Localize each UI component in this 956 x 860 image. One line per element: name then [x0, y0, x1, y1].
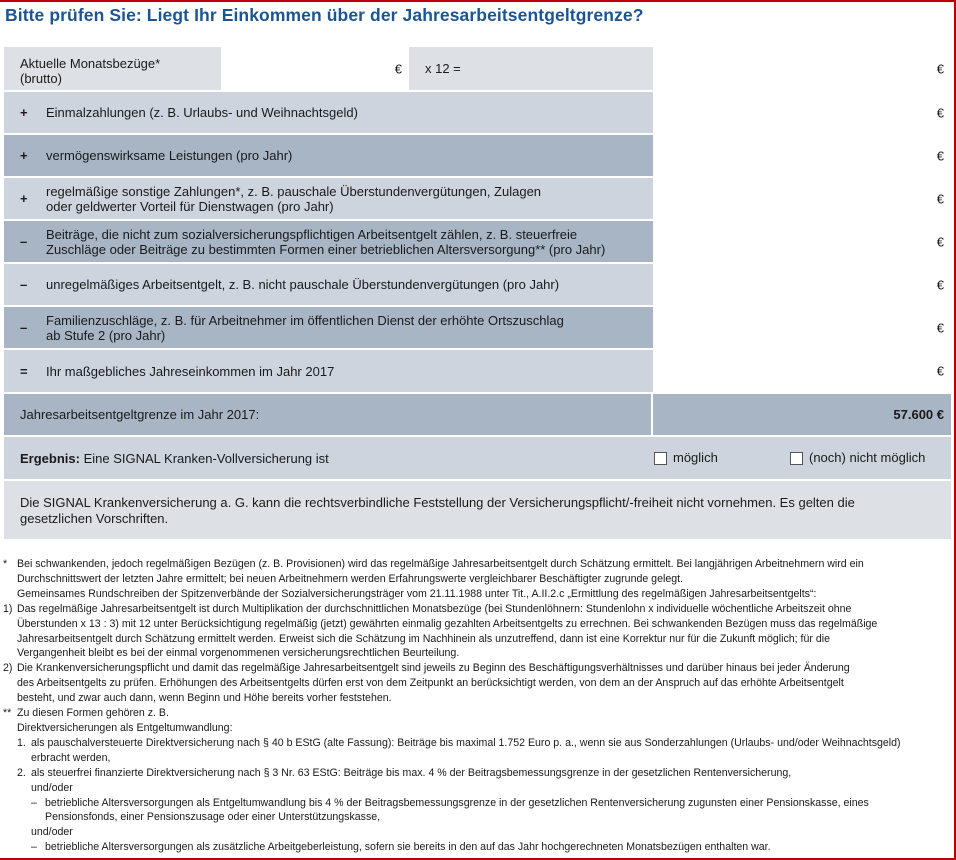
result-label — [20, 451, 654, 466]
capital-forming-benefits-input[interactable] — [653, 135, 951, 176]
limit-value — [653, 394, 951, 435]
row-text: Einmalzahlungen (z. B. Urlaubs- und Weihnachtsgeld) — [46, 105, 358, 120]
monthly-income-currency: € — [394, 61, 402, 76]
row-text: unregelmäßiges Arbeitsentgelt, z. B. nicht pauschale Überstundenvergütungen (pro Jahr) — [46, 277, 560, 292]
result-label-bold: Ergebnis: — [20, 450, 80, 466]
monthly-income-label-line1: Aktuelle Monatsbezüge* — [20, 56, 161, 71]
footnote-star-line2: Durchschnittswert der letzten Jahre ermittelt; bei neuen Arbeitnehmern werden Erfahrungswerte vergleichbarer Beschäftigter zugrunde gelegt. — [17, 572, 683, 585]
row-currency: € — [936, 234, 944, 249]
income-form — [4, 47, 951, 539]
list-number: 1. — [17, 736, 26, 749]
disclaimer-line1: Die SIGNAL Krankenversicherung a. G. kann die rechtsverbindliche Feststellung der Versicherungspflicht/-freiheit nicht vornehmen. Es gelten die — [20, 495, 855, 510]
option-not-possible[interactable] — [790, 450, 925, 465]
row-capital-forming-benefits — [4, 135, 951, 176]
irregular-pay-label — [4, 264, 653, 305]
footnote-dstar-andor: und/oder — [31, 826, 73, 839]
non-contributory-items-label — [4, 221, 653, 262]
row-text-line1: Beiträge, die nicht zum sozialversicherungspflichtigen Arbeitsentgelt zählen, z. B. steuerfreie — [46, 226, 578, 242]
footnote-text: Bei schwankenden, jedoch regelmäßigen Bezügen (z. B. Provisionen) wird das regelmäßige Jahresarbeitsentgelt durch Schätzung ermittelt. Bei langjährigen Arbeitnehmern wird ein — [17, 558, 864, 570]
multiplier-label — [409, 47, 653, 90]
row-currency: € — [936, 191, 944, 206]
footnote-mark: 1) — [3, 602, 13, 615]
row-currency: € — [936, 363, 944, 379]
list-text: betriebliche Altersversorgungen als Entgeltumwandlung bis 4 % der Beitragsbemessungsgrenze in der gesetzlichen Rentenversicherung zugunsten einer Pensionskasse, eines — [45, 796, 869, 809]
limit-label — [4, 394, 651, 435]
row-text — [46, 184, 653, 214]
row-text — [46, 227, 653, 257]
footnote-dstar-dash2 — [3, 840, 953, 855]
footnote-text: Das regelmäßige Jahresarbeitsentgelt ist durch Multiplikation der durchschnittlichen Monatsbezüge (bei Stundenlöhnern: Stundenlohn x individuelle wöchentliche Arbeitszeit ohne — [17, 602, 852, 615]
row-operator: + — [20, 191, 28, 206]
result-label-text: Eine SIGNAL Kranken-Vollversicherung ist — [79, 450, 329, 466]
dash-bullet: – — [31, 841, 37, 854]
result-row — [4, 437, 951, 479]
row-operator: + — [20, 105, 28, 120]
row-one-time-payments — [4, 92, 951, 133]
footnote-1-line2: Überstunden x 13 : 3) mit 12 unter Berücksichtigung regelmäßig (jetzt) gewährten einmalig gezahlten Arbeitsentgelts zu errechnen. Bei schwankenden Bezügen muss das regelmäßige — [17, 617, 878, 630]
row-currency: € — [936, 105, 944, 120]
one-time-payments-label — [4, 92, 653, 133]
one-time-payments-input[interactable] — [653, 92, 951, 133]
footnote-2-line2: des Arbeitsentgelts zu prüfen. Erhöhungen des Arbeitsentgelts dürfen erst von dem Zeitpunkt an berücksichtigt werden, von dem an der Anspruch auf das erhöhte Arbeitsentgelt — [17, 677, 844, 690]
disclaimer-line2: gesetzlichen Vorschriften. — [20, 511, 169, 526]
limit-row — [4, 394, 951, 435]
row-text-line1: regelmäßige sonstige Zahlungen*, z. B. pauschale Überstundenvergütungen, Zulagen — [46, 183, 542, 199]
row-currency: € — [936, 148, 944, 163]
footnote-dstar-line1 — [3, 706, 953, 721]
footnote-star-line1 — [3, 557, 953, 572]
footnote-1-line1 — [3, 602, 953, 617]
footnote-mark: ** — [3, 707, 12, 720]
footnotes — [3, 557, 953, 855]
row-text-line2: ab Stufe 2 (pro Jahr) — [46, 327, 166, 343]
footnote-dstar-line2: Direktversicherungen als Entgeltumwandlung: — [17, 721, 233, 734]
footnote-1-line3: Jahresarbeitsentgelt durch Schätzung ermittelt werden. Erweist sich die Schätzung im Nachhinein als unzutreffend, dann ist eine Korrektur nur für die Zukunft möglich; für die — [17, 632, 831, 645]
irregular-pay-input[interactable] — [653, 264, 951, 305]
footnote-dstar-item2 — [3, 766, 953, 781]
row-operator: – — [20, 234, 28, 249]
footnote-mark: 2) — [3, 662, 13, 675]
monthly-income-row — [4, 47, 951, 90]
footnote-text: Die Krankenversicherungspflicht und damit das regelmäßige Jahresarbeitsentgelt sind jeweils zu Beginn des Beschäftigungsverhältnisses und darüber hinaus bei jeder Änderung — [17, 662, 850, 675]
row-currency: € — [936, 277, 944, 292]
row-text-line1: Familienzuschläge, z. B. für Arbeitnehmer im öffentlichen Dienst der erhöhte Ortszuschlag — [46, 312, 564, 328]
annual-base-currency: € — [936, 61, 944, 76]
footnote-star-line3: Gemeinsames Rundschreiben der Spitzenverbände der Sozialversicherungsträger vom 21.11.1988 unter Tit., A.II.2.c „Ermittlung des regelmäßigen Jahresarbeitsentgelts“: — [17, 587, 817, 600]
footnote-1-line4: Vergangenheit bleibt es bei der einmal vorgenommenen versicherungsrechtlichen Beurteilung. — [17, 647, 460, 660]
monthly-income-input[interactable] — [221, 47, 409, 90]
list-number: 2. — [17, 766, 26, 779]
disclaimer-text — [4, 481, 951, 539]
row-text-line2: Zuschläge oder Beiträge zu bestimmten Formen einer betrieblichen Altersversorgung** (pro Jahr) — [46, 241, 606, 257]
non-contributory-items-input[interactable] — [653, 221, 951, 262]
capital-forming-benefits-label — [4, 135, 653, 176]
annual-base-input[interactable] — [653, 47, 951, 90]
row-text: vermögenswirksame Leistungen (pro Jahr) — [46, 148, 293, 163]
row-text — [46, 313, 653, 343]
other-regular-payments-input[interactable] — [653, 178, 951, 219]
list-text: betriebliche Altersversorgungen als zusätzliche Arbeitgeberleistung, sofern sie bereits in den auf das Jahr hochgerechneten Monatsbezügen enthalten war. — [45, 841, 771, 854]
footnote-dstar-dash1 — [3, 796, 953, 811]
limit-value-text: 57.600 € — [893, 407, 944, 422]
annual-income-input[interactable] — [653, 350, 951, 392]
limit-label-text: Jahresarbeitsentgeltgrenze im Jahr 2017: — [20, 407, 260, 422]
page-title: Bitte prüfen Sie: Liegt Ihr Einkommen über der Jahresarbeitsentgeltgrenze? — [5, 5, 644, 25]
result-panel — [4, 437, 951, 479]
possible-checkbox[interactable] — [654, 452, 667, 465]
possible-label: möglich — [673, 450, 718, 466]
row-annual-income — [4, 350, 951, 392]
monthly-income-label — [4, 47, 221, 90]
monthly-income-label-line2: (brutto) — [20, 71, 62, 86]
option-possible[interactable] — [654, 450, 790, 465]
row-text-line2: oder geldwerter Vorteil für Dienstwagen (pro Jahr) — [46, 198, 334, 214]
row-family-supplements — [4, 307, 951, 348]
not-possible-checkbox[interactable] — [790, 452, 803, 465]
row-other-regular-payments — [4, 178, 951, 219]
row-operator: – — [20, 277, 28, 292]
list-text: als steuerfrei finanzierte Direktversicherung nach § 3 Nr. 63 EStG: Beiträge bis max. 4 % der Beitragsbemessungsgrenze in der gesetzlichen Rentenversicherung, — [31, 766, 792, 779]
disclaimer-row — [4, 481, 951, 539]
row-currency: € — [936, 320, 944, 335]
not-possible-label: (noch) nicht möglich — [809, 450, 926, 466]
dash-bullet: – — [31, 796, 37, 809]
frame-top-border — [0, 0, 956, 2]
footnote-text: Zu diesen Formen gehören z. B. — [17, 707, 169, 720]
footnote-dstar-item1 — [3, 736, 953, 751]
family-supplements-label — [4, 307, 653, 348]
footnote-2-line1 — [3, 661, 953, 676]
row-operator: = — [20, 363, 28, 379]
family-supplements-input[interactable] — [653, 307, 951, 348]
row-non-contributory-items — [4, 221, 951, 262]
footnote-2-line3: besteht, und zwar auch dann, wenn Beginn und Höhe bereits vorher feststehen. — [17, 692, 392, 705]
footnote-dstar-dash1-cont: Pensionsfonds, einer Pensionszusage oder einer Unterstützungskasse, — [45, 811, 381, 824]
footnote-dstar-item1-cont: erbracht werden, — [31, 751, 111, 764]
footnote-mark: * — [3, 558, 8, 570]
annual-income-label — [4, 350, 653, 392]
row-operator: + — [20, 148, 28, 163]
other-regular-payments-label — [4, 178, 653, 219]
row-text: Ihr maßgebliches Jahreseinkommen im Jahr 2017 — [46, 363, 335, 379]
list-text: als pauschalversteuerte Direktversicherung nach § 40 b EStG (alte Fassung): Beiträge bis maximal 1.752 Euro p. a., wenn sie aus Sonderzahlungen (Urlaubs- und/oder Weihnachtsgeld) — [31, 736, 901, 749]
row-operator: – — [20, 320, 28, 335]
footnote-dstar-item2-cont: und/oder — [31, 781, 73, 794]
row-irregular-pay — [4, 264, 951, 305]
multiplier-text: x 12 = — [425, 61, 461, 76]
